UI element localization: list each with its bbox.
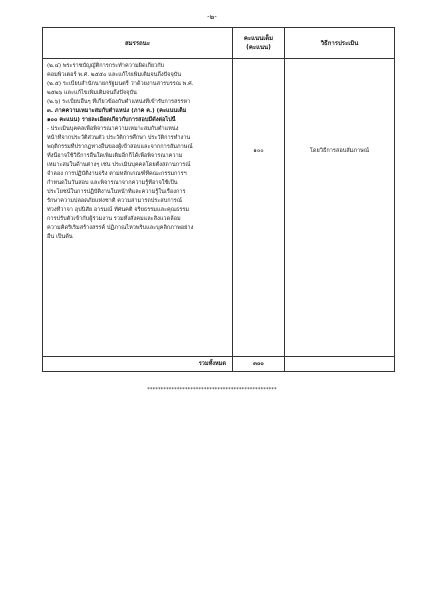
detail-line: คอมพิวเตอร์ พ.ศ. ๒๕๕๐ และแก้ไขเพิ่มเติมจนถึงปัจจุบัน	[47, 72, 182, 78]
full-score-value: ๑๐๐	[253, 148, 264, 154]
section-heading-line: ๓. ภาคความเหมาะสมกับตำแหน่ง (ภาค ค.) (คะแนนเต็ม	[47, 108, 187, 114]
score-cell	[233, 59, 285, 357]
detail-line: กำหนดในวันสอบ และพิจารณาจากความรู้ที่อาจใช้เป็น	[47, 180, 178, 186]
section-heading-line: ๑๐๐ คะแนน) รายละเอียดเกี่ยวกับการสอบมีดังต่อไปนี้	[47, 117, 176, 123]
detail-line: อื่น เป็นต้น	[47, 234, 73, 240]
detail-line: (๒.๕) ระเบียบสำนักนายกรัฐมนตรี ว่าด้วยงานสารบรรณ พ.ศ.	[47, 81, 194, 87]
separator-stars: ************************************************	[147, 387, 277, 393]
detail-line: (๒.๔) พระราชบัญญัติการกระทำความผิดเกี่ยวกับ	[47, 63, 165, 69]
table-row	[43, 59, 395, 357]
detail-line: ความคิดริเริ่มสร้างสรรค์ ปฏิภาณไหวพริบและบุคลิกภาพอย่าง	[47, 225, 194, 231]
total-score: ๓๐๐	[233, 357, 285, 372]
total-empty-cell	[285, 357, 395, 372]
detail-line: - ประเมินบุคคลเพื่อพิจารณาความเหมาะสมกับตำแหน่ง	[47, 126, 179, 132]
detail-line: ประโยชน์ในการปฏิบัติงานในหน้าที่และความรู้ในเรื่องการ	[47, 189, 186, 195]
detail-line: ๒๕๒๖ และแก้ไขเพิ่มเติมจนถึงปัจจุบัน	[47, 90, 137, 96]
detail-line: การปรับตัวเข้ากับผู้ร่วมงาน รวมทั้งสังคมและสิ่งแวดล้อม	[47, 216, 181, 222]
detail-line: (๒.๖) ระเบียบอื่นๆ ที่เกี่ยวข้องกับตำแหน่งที่เข้ารับการสรรหา	[47, 99, 191, 105]
method-cell	[285, 59, 395, 357]
competency-table	[42, 27, 395, 372]
header-score-line1: คะแนนเต็ม	[243, 35, 274, 42]
detail-line: รักษาความปลอดภัยแห่งชาติ ความสามารถประสบการณ์	[47, 198, 182, 204]
header-competency: สมรรถนะ	[43, 28, 233, 59]
detail-line: ทั้งนี้อาจใช้วิธีการอื่นใดเพิ่มเติมอีกก็ได้เพื่อพิจารณาความ	[47, 153, 183, 159]
assessment-method: โดยวิธีการสอบสัมภาษณ์	[309, 148, 370, 154]
header-method: วิธีการประเมิน	[285, 28, 395, 59]
page-number: -๒-	[207, 13, 217, 21]
header-full-score	[233, 28, 285, 59]
total-row	[43, 357, 395, 372]
detail-line: จำลอง การปฏิบัติงานจริง ตามหลักเกณฑ์ที่คณะกรรมการฯ	[47, 171, 187, 177]
detail-line: ท่วงทีวาจา อุปนิสัย อารมณ์ ทัศนคติ จริยธรรมและคุณธรรม	[47, 207, 190, 213]
detail-line: หน้าที่จากประวัติส่วนตัว ประวัติการศึกษา ประวัติการทำงาน	[47, 135, 191, 141]
table-header-row	[43, 28, 395, 59]
total-label: รวมทั้งหมด	[43, 357, 233, 372]
competency-detail-cell	[43, 59, 233, 357]
detail-line: เหมาะสมในด้านต่างๆ เช่น ประเมินบุคคลโดยตั้งสถานการณ์	[47, 162, 191, 168]
detail-line: พฤติกรรมที่ปรากฏทางอื่นของผู้เข้าสอบและจากการสัมภาษณ์	[47, 144, 193, 150]
header-score-line2: (คะแนน)	[246, 44, 271, 51]
